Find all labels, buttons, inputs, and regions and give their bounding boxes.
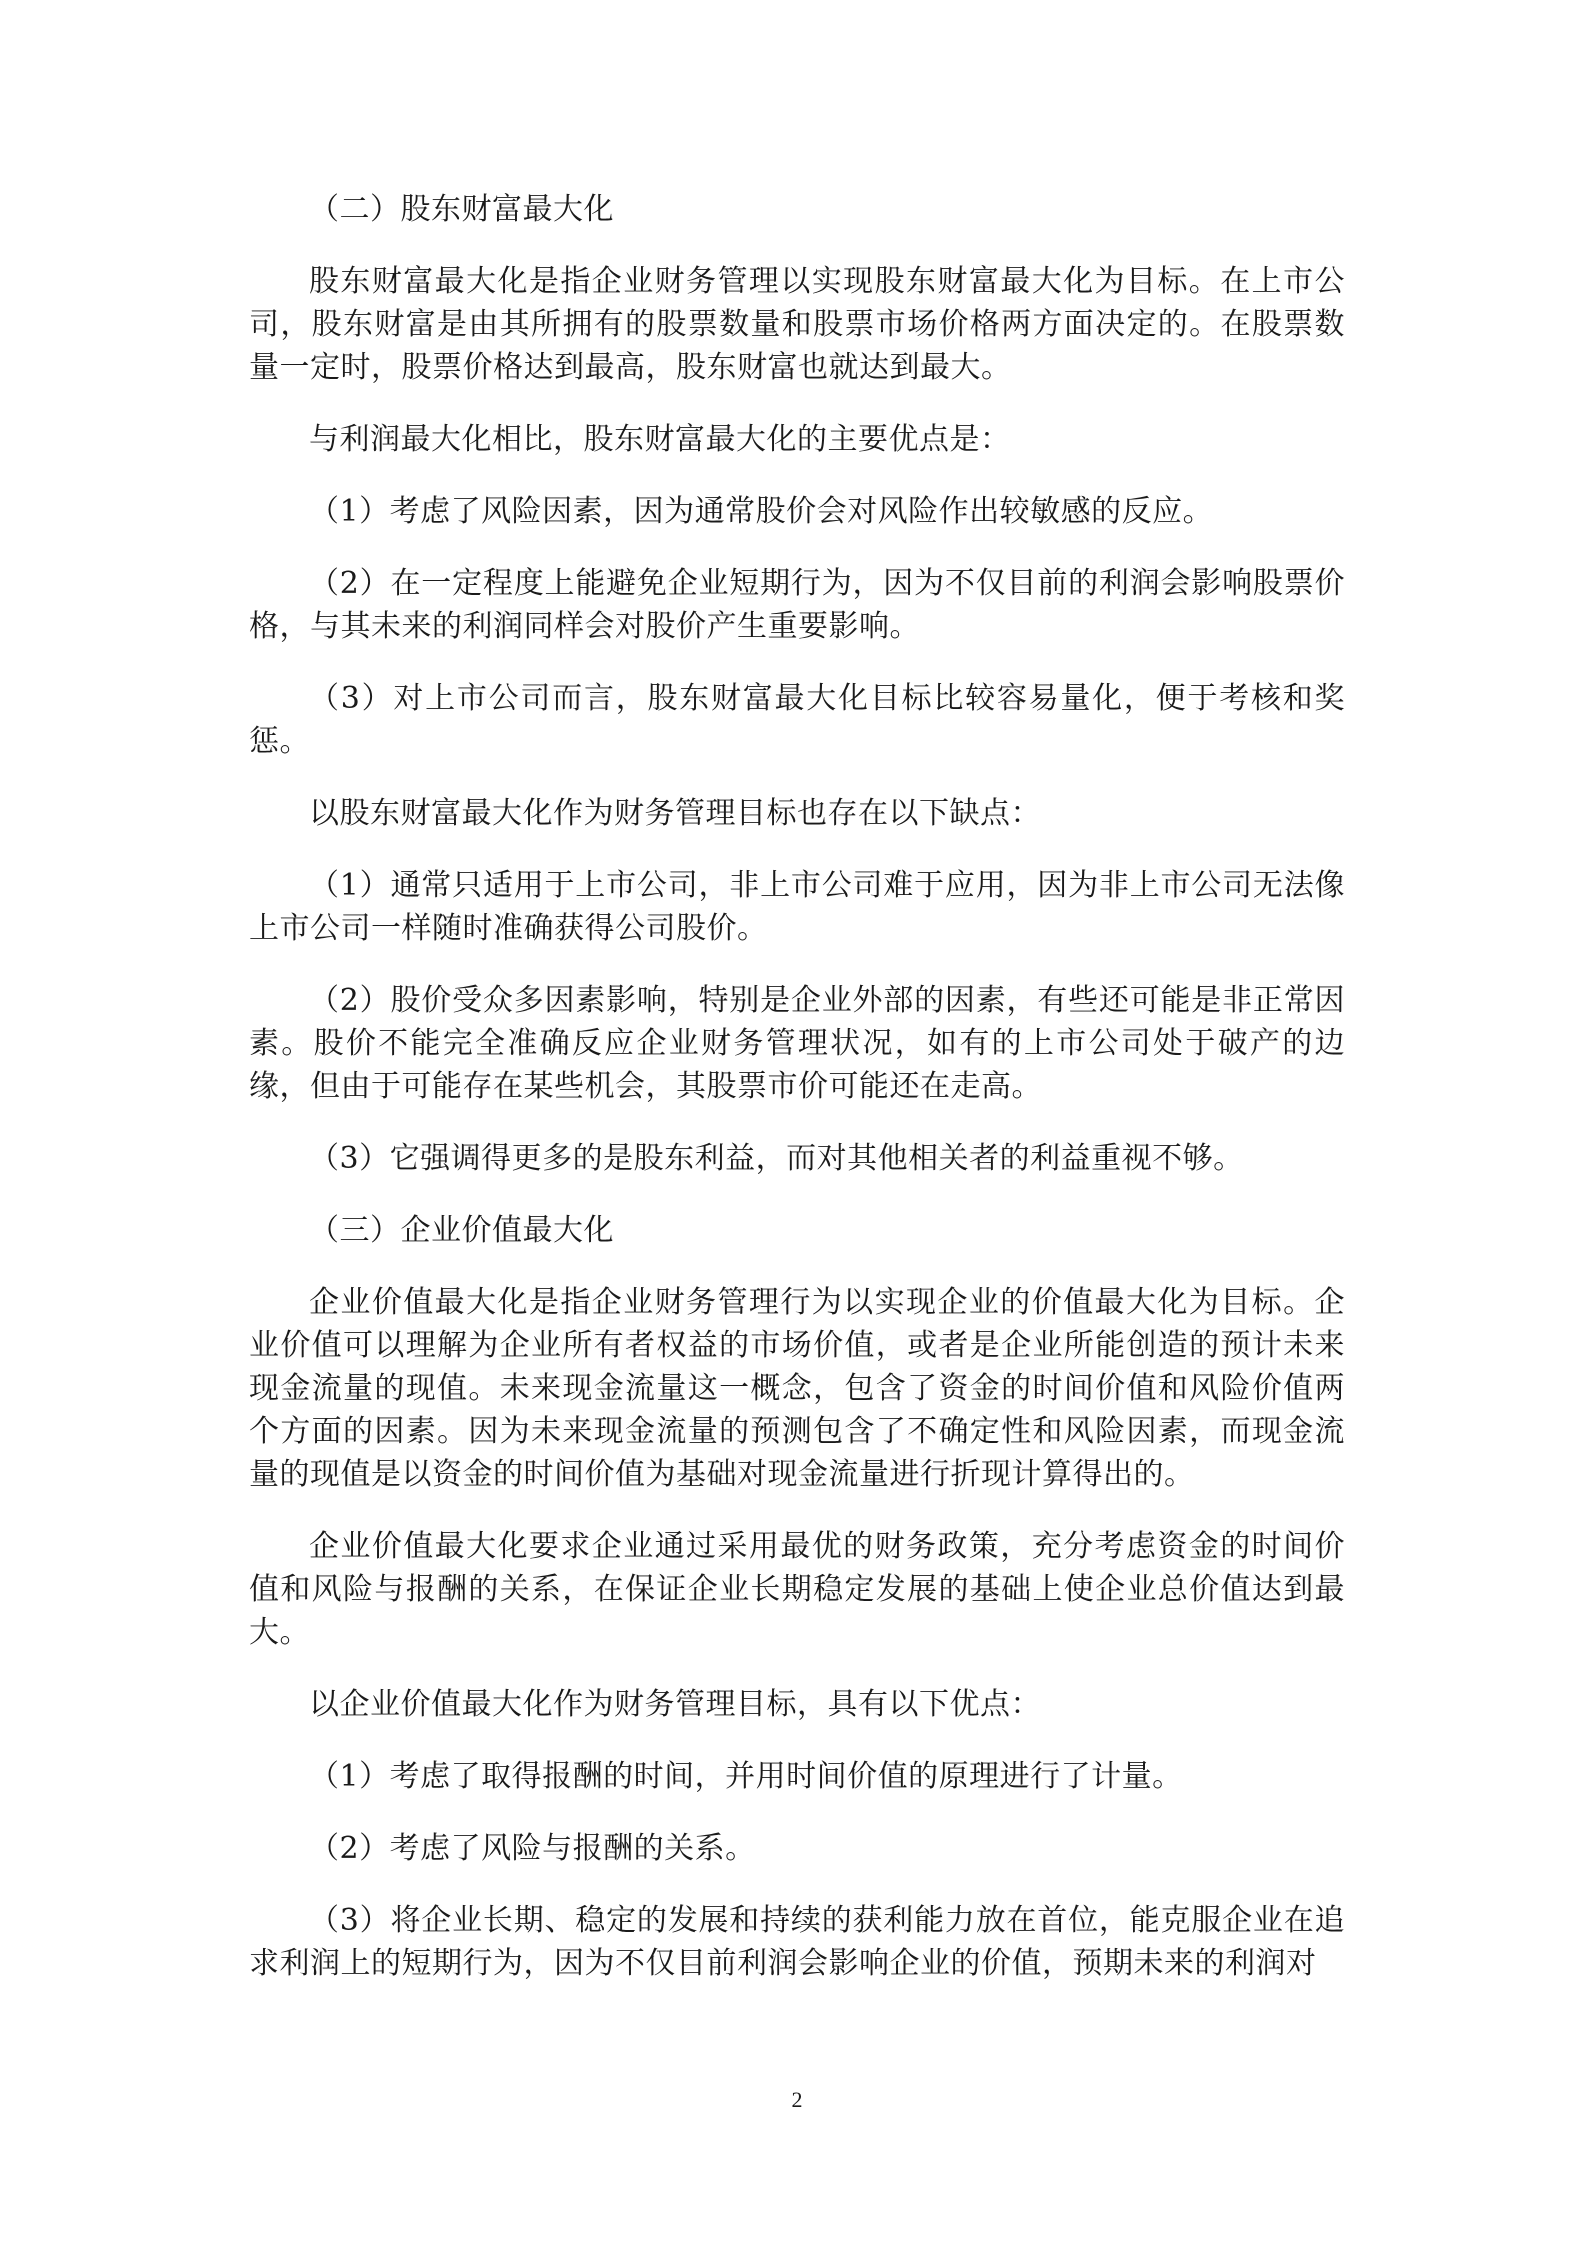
list-item: （2）考虑了风险与报酬的关系。 (309, 1831, 756, 1866)
page-number: 2 (791, 2087, 803, 2112)
list-item: （3）对上市公司而言，股东财富最大化目标比较容易量化，便于考核和奖惩。 (249, 681, 1345, 759)
list-item: （3）它强调得更多的是股东利益，而对其他相关者的利益重视不够。 (309, 1141, 1244, 1176)
list-item: （1）考虑了风险因素，因为通常股价会对风险作出较敏感的反应。 (309, 494, 1214, 529)
list-item: （3）将企业长期、稳定的发展和持续的获利能力放在首位，能克服企业在追求利润上的短期行为，因为不仅目前利润会影响企业的价值，预期未来的利润对 (249, 1903, 1345, 1981)
page-body (249, 188, 1345, 2014)
list-item: （1）通常只适用于上市公司，非上市公司难于应用，因为非上市公司无法像上市公司一样随时准确获得公司股价。 (249, 868, 1345, 946)
list-item: （2）在一定程度上能避免企业短期行为，因为不仅目前的利润会影响股票价格，与其未来的利润同样会对股价产生重要影响。 (249, 566, 1345, 644)
paragraph: 企业价值最大化要求企业通过采用最优的财务政策，充分考虑资金的时间价值和风险与报酬的关系，在保证企业长期稳定发展的基础上使企业总价值达到最大。 (249, 1529, 1345, 1650)
paragraph: 与利润最大化相比，股东财富最大化的主要优点是： (309, 422, 1011, 457)
list-item: （1）考虑了取得报酬的时间，并用时间价值的原理进行了计量。 (309, 1759, 1183, 1794)
paragraph: 企业价值最大化是指企业财务管理行为以实现企业的价值最大化为目标。企业价值可以理解为企业所有者权益的市场价值，或者是企业所能创造的预计未来现金流量的现值。未来现金流量这一概念，包含了资金的时间价值和风险价值两个方面的因素。因为未来现金流量的预测包含了不确定性和风险因素，而现金流量的现值是以资金的时间价值为基础对现金流量进行折现计算得出的。 (249, 1285, 1345, 1492)
paragraph: 以企业价值最大化作为财务管理目标，具有以下优点： (309, 1687, 1041, 1722)
section-heading-enterprise-value: （三）企业价值最大化 (309, 1213, 614, 1248)
section-heading-shareholder-wealth: （二）股东财富最大化 (309, 192, 614, 227)
paragraph: 股东财富最大化是指企业财务管理以实现股东财富最大化为目标。在上市公司，股东财富是由其所拥有的股票数量和股票市场价格两方面决定的。在股票数量一定时，股票价格达到最高，股东财富也就达到最大。 (249, 264, 1345, 385)
list-item: （2）股价受众多因素影响，特别是企业外部的因素，有些还可能是非正常因素。股价不能完全准确反应企业财务管理状况，如有的上市公司处于破产的边缘，但由于可能存在某些机会，其股票市价可能还在走高。 (249, 983, 1345, 1104)
paragraph: 以股东财富最大化作为财务管理目标也存在以下缺点： (309, 796, 1041, 831)
